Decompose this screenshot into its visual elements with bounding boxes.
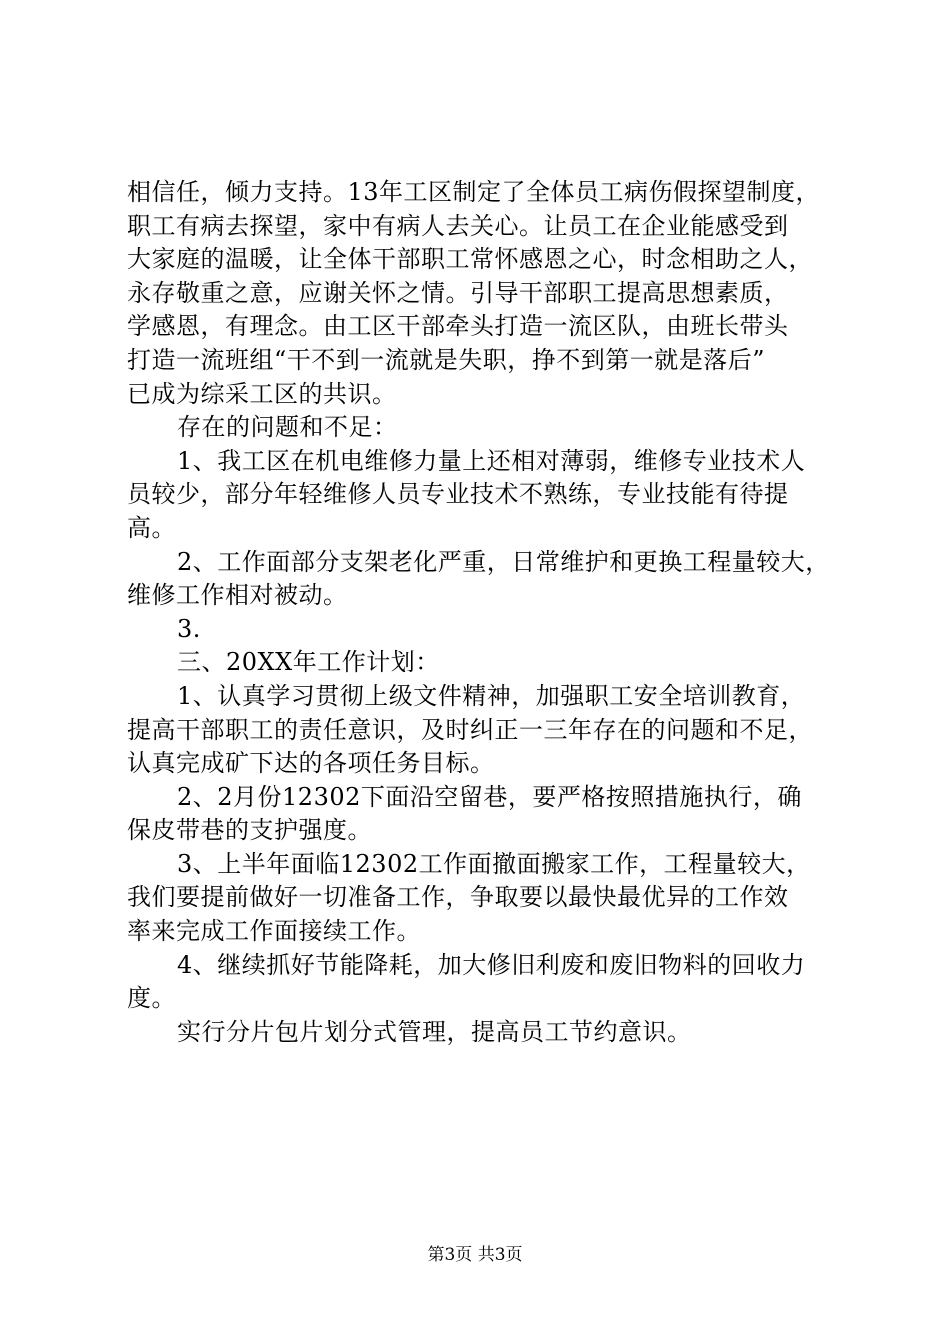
text-line: 学感恩，有理念。由工区干部牵头打造一流区队，由班长带头 bbox=[127, 312, 789, 341]
text-line: 高。 bbox=[127, 513, 176, 542]
text-line: 相信任，倾力支持。13年工区制定了全体员工病伤假探望制度， bbox=[127, 178, 821, 206]
text-line: 保皮带巷的支护强度。 bbox=[127, 816, 372, 845]
section-heading-issues: 存在的问题和不足： bbox=[177, 413, 398, 442]
text-line: 已成为综采工区的共识。 bbox=[127, 379, 397, 408]
text-line: 4、继续抓好节能降耗，加大修旧利废和废旧物料的回收力 bbox=[177, 950, 806, 979]
page-number-footer: 第3页 共3页 bbox=[427, 1245, 523, 1265]
text-line: 职工有病去探望，家中有病人去关心。让员工在企业能感受到 bbox=[127, 211, 789, 240]
text-line: 员较少，部分年轻维修人员专业技术不熟练，专业技能有待提 bbox=[127, 480, 789, 509]
text-line: 认真完成矿下达的各项任务目标。 bbox=[127, 749, 495, 778]
text-line: 维修工作相对被动。 bbox=[127, 581, 348, 610]
text-line: 提高干部职工的责任意识，及时纠正一三年存在的问题和不足， bbox=[127, 715, 813, 744]
text-line: 实行分片包片划分式管理，提高员工节约意识。 bbox=[177, 1017, 692, 1046]
text-line: 2、工作面部分支架老化严重，日常维护和更换工程量较大， bbox=[177, 547, 830, 576]
text-line: 打造一流班组“干不到一流就是失职，挣不到第一就是落后” bbox=[127, 345, 766, 374]
text-line: 我们要提前做好一切准备工作，争取要以最快最优异的工作效 bbox=[127, 883, 789, 912]
text-line: 大家庭的温暖，让全体干部职工常怀感恩之心，时念相助之人， bbox=[127, 245, 813, 274]
document-body bbox=[127, 176, 831, 1049]
text-line: 2、2月份12302下面沿空留巷，要严格按照措施执行，确 bbox=[177, 782, 802, 811]
text-line: 3、上半年面临12302工作面撤面搬家工作，工程量较大， bbox=[177, 849, 811, 878]
text-line: 1、我工区在机电维修力量上还相对薄弱，维修专业技术人 bbox=[177, 446, 806, 475]
text-line: 度。 bbox=[127, 984, 176, 1013]
text-line: 1、认真学习贯彻上级文件精神，加强职工安全培训教育， bbox=[177, 681, 806, 710]
text-line: 3. bbox=[177, 614, 201, 643]
text-line: 永存敬重之意，应谢关怀之情。引导干部职工提高思想素质， bbox=[127, 278, 789, 307]
text-line: 率来完成工作面接续工作。 bbox=[127, 917, 421, 946]
section-heading-plan: 三、20XX年工作计划： bbox=[177, 648, 440, 677]
